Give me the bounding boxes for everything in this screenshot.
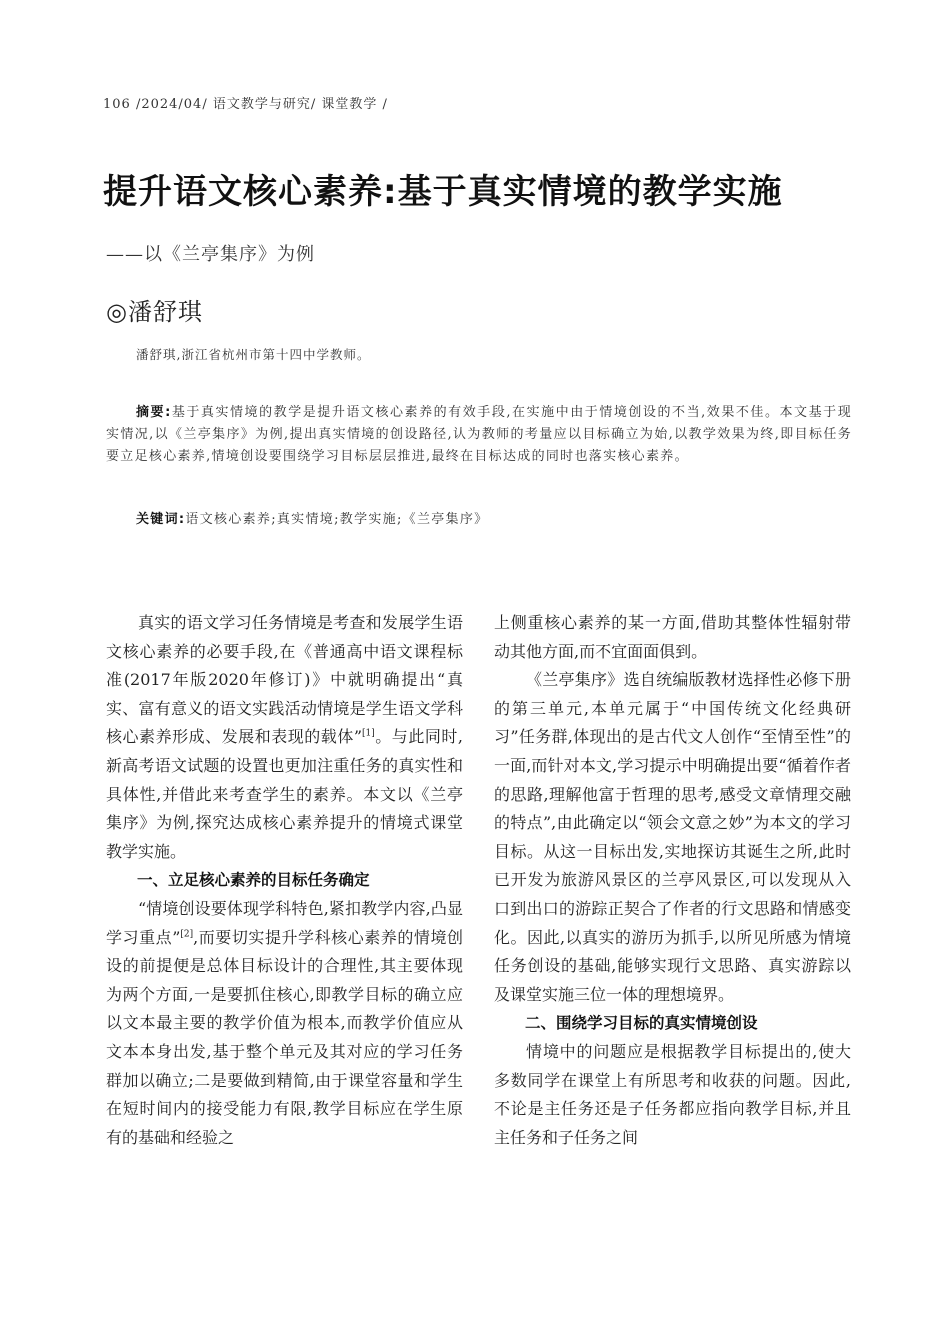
author-name: ◎潘舒琪 (106, 298, 203, 326)
paragraph-text: 。与此同时,新高考语文试题的设置也更加注重任务的真实性和具体性,并借此来考查学生的素养。本文以《兰亭集序》为例,探究达成核心素养提升的情境式课堂教学实施。 (106, 727, 463, 861)
body-paragraph: 《兰亭集序》选自统编版教材选择性必修下册的第三单元,本单元属于“中国传统文化经典研习”任务群,体现出的是古代文人创作“至情至性”的一面,而针对本文,学习提示中明确提出要“循着作者的思路,理解他富于哲理的思考,感受文章情理交融的特点”,由此确定以“领会文意之妙”为本文的学习目标。从这一目标出发,实地探访其诞生之所,此时已开发为旅游风景区的兰亭风景区,可以发现从入口到出口的游踪正契合了作者的行文思路和情感变化。因此,以真实的游历为抓手,以所见所感为情境任务创设的基础,能够实现行文思路、真实游踪以及课堂实施三位一体的理想境界。 (494, 670, 851, 1004)
keywords-label: 关键词: (136, 512, 186, 527)
keywords (136, 508, 488, 527)
citation-ref: [2] (180, 929, 194, 940)
section-heading-1: 一、立足核心素养的目标任务确定 (137, 871, 370, 890)
abstract-label: 摘要: (136, 405, 172, 420)
body-paragraph (106, 895, 463, 1152)
body-paragraph (106, 609, 463, 866)
keywords-text: 语文核心素养;真实情境;教学实施;《兰亭集序》 (185, 512, 489, 527)
author-affiliation: 潘舒琪,浙江省杭州市第十四中学教师。 (136, 347, 371, 362)
paragraph-text: ,而要切实提升学科核心素养的情境创设的前提便是总体目标设计的合理性,其主要体现为两个方面,一是要抓住核心,即教学目标的确立应以文本最主要的教学价值为根本,而教学价值应从文本本身出发,基于整个单元及其对应的学习任务群加以确立;二是要做到精简,由于课堂容量和学生在短时间内的接受能力有限,教学目标应在学生原有的基础和经验之 (106, 927, 463, 1147)
paragraph-text: “情境创设要体现学科特色,紧扣教学内容,凸显学习重点” (106, 898, 463, 947)
article-subtitle: ——以《兰亭集序》为例 (106, 244, 315, 265)
body-column-right (494, 609, 851, 1152)
section-heading-2: 二、围绕学习目标的真实情境创设 (525, 1014, 758, 1033)
body-column-left (106, 609, 463, 1152)
running-head: 106 /2024/04/ 语文教学与研究/ 课堂教学 / (103, 97, 388, 112)
body-paragraph: 情境中的问题应是根据教学目标提出的,使大多数同学在课堂上有所思考和收获的问题。因此,不论是主任务还是子任务都应指向教学目标,并且主任务和子任务之间 (494, 1041, 851, 1147)
body-paragraph-continued: 上侧重核心素养的某一方面,借助其整体性辐射带动其他方面,而不宜面面俱到。 (494, 613, 851, 661)
paragraph-text: 真实的语文学习任务情境是考查和发展学生语文核心素养的必要手段,在《普通高中语文课程标准(2017年版2020年修订)》中就明确提出“真实、富有意义的语文实践活动情境是学生语文学科核心素养形成、发展和表现的载体” (106, 613, 463, 747)
abstract-text: 基于真实情境的教学是提升语文核心素养的有效手段,在实施中由于情境创设的不当,效果不佳。本文基于现实情况,以《兰亭集序》为例,提出真实情境的创设路径,认为教师的考量应以目标确立为始,以教学效果为终,即目标任务要立足核心素养,情境创设要围绕学习目标层层推进,最终在目标达成的同时也落实核心素养。 (106, 405, 852, 464)
article-title: 提升语文核心素养:基于真实情境的教学实施 (103, 172, 783, 212)
citation-ref: [1] (362, 729, 375, 740)
abstract (106, 402, 852, 468)
